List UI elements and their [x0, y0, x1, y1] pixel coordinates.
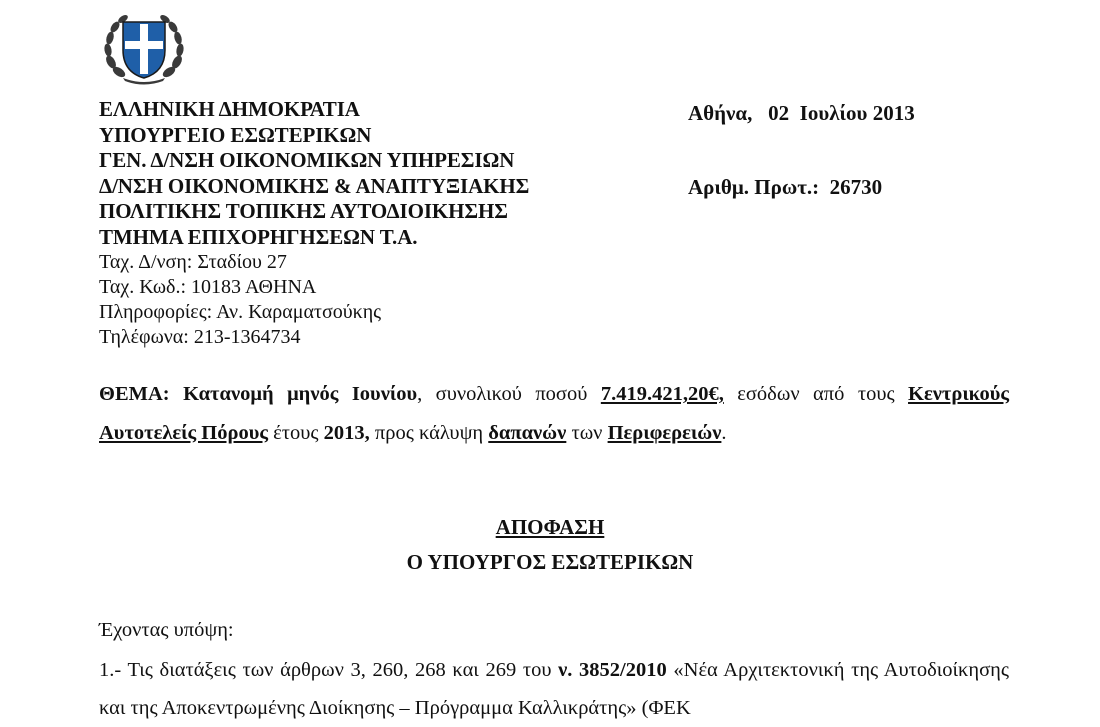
subject-expenses: δαπανών [488, 421, 567, 444]
item-1-text-post: «Νέα Αρχιτεκτονική της Αυτοδιοίκησης και της Αποκεντρωμένης Διοίκησης – Πρόγραμμα Καλλικράτης» (ΦΕΚ [99, 659, 1009, 719]
subject-text-3: έτους [268, 421, 324, 444]
decision-heading: ΑΠΟΦΑΣΗ [495, 515, 605, 539]
considering-line: Έχοντας υπόψη: [99, 619, 234, 641]
subject-paragraph [99, 375, 1009, 452]
subject-text-5: των [566, 421, 608, 444]
subject-year: 2013, [323, 421, 370, 444]
subject-amount: 7.419.421,20€, [600, 383, 724, 405]
subject-label: ΘΕΜΑ: [99, 383, 170, 405]
greek-coat-of-arms-icon [101, 10, 187, 86]
date-protocol-block [688, 101, 915, 200]
authority-line-2: ΥΠΟΥΡΓΕΙΟ ΕΣΩΤΕΡΙΚΩΝ [99, 122, 372, 147]
subject-text-6: . [721, 421, 727, 444]
minister-heading: Ο ΥΠΟΥΡΓΟΣ ΕΣΩΤΕΡΙΚΩΝ [406, 550, 694, 574]
subject-title: Κατανομή μηνός Ιουνίου [183, 383, 418, 405]
date-line: Αθήνα, 02 Ιουλίου 2013 [688, 101, 915, 125]
subject-resources: Κεντρικούς Αυτοτελείς Πόρους [99, 383, 1009, 444]
authority-line-6: ΤΜΗΜΑ ΕΠΙΧΟΡΗΓΗΣΕΩΝ Τ.Α. [99, 224, 418, 249]
information-line: Πληροφορίες: Αν. Καραματσούκης [99, 301, 382, 323]
subject-regions: Περιφερειών [607, 421, 722, 444]
authority-line-1: ΕΛΛΗΝΙΚΗ ΔΗΜΟΚΡΑΤΙΑ [99, 97, 360, 121]
authority-line-4: Δ/ΝΣΗ ΟΙΚΟΝΟΜΙΚΗΣ & ΑΝΑΠΤΥΞΙΑΚΗΣ [99, 173, 530, 198]
protocol-number-line: Αριθμ. Πρωτ.: 26730 [688, 175, 883, 199]
subject-text-4: προς κάλυψη [369, 421, 489, 444]
authority-line-5: ΠΟΛΙΤΙΚΗΣ ΤΟΠΙΚΗΣ ΑΥΤΟΔΙΟΙΚΗΣΗΣ [99, 199, 508, 223]
phone-line: Τηλέφωνα: 213-1364734 [99, 326, 301, 348]
subject-text-2: εσόδων από τους [723, 383, 909, 405]
legal-basis-item-1 [99, 651, 1009, 727]
authority-line-3: ΓΕΝ. Δ/ΝΣΗ ΟΙΚΟΝΟΜΙΚΩΝ ΥΠΗΡΕΣΙΩΝ [99, 148, 515, 172]
issuing-authority-block [99, 97, 529, 350]
address-line: Ταχ. Δ/νση: Σταδίου 27 [99, 251, 287, 273]
item-1-text-pre: 1.- Τις διατάξεις των άρθρων 3, 260, 268 και 269 του [99, 659, 559, 681]
postal-code-line: Ταχ. Κωδ.: 10183 ΑΘΗΝΑ [99, 276, 317, 298]
item-1-law: ν. 3852/2010 [558, 659, 667, 681]
subject-text-1: , συνολικού ποσού [417, 383, 601, 405]
